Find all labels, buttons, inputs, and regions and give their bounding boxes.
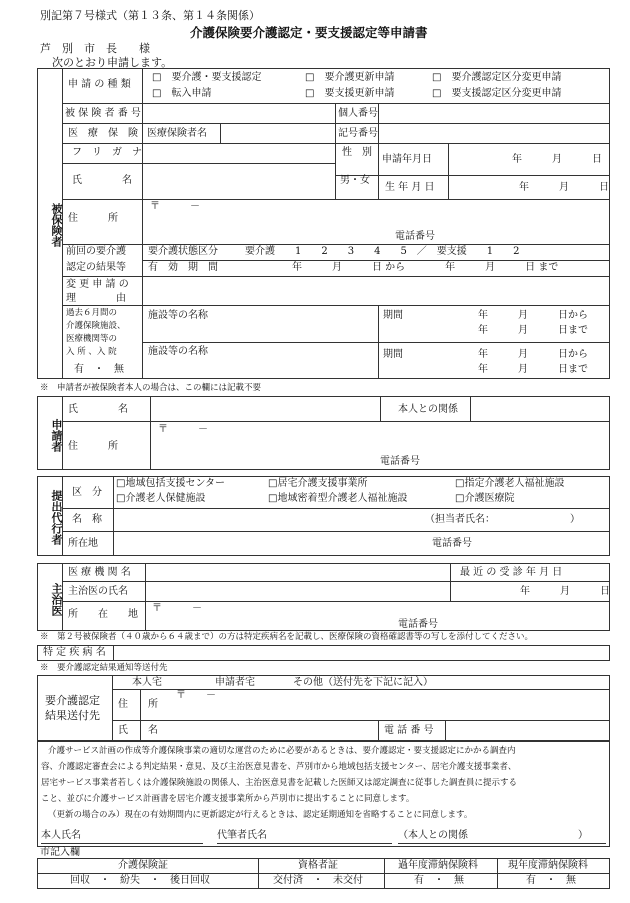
option-care-renewal[interactable]: □ 要介護更新申請 xyxy=(305,72,395,83)
agent-option-4[interactable]: □介護老人保健施設 xyxy=(116,493,206,504)
period-label-2: 期間 xyxy=(383,349,403,360)
disease-row xyxy=(37,645,610,661)
sex-label: 性 別 xyxy=(342,147,372,158)
signature-proxy-label: 代筆者氏名 xyxy=(217,830,267,841)
personal-number-label: 個人番号 xyxy=(338,108,378,119)
application-date-value[interactable]: 年 月 日 xyxy=(512,154,602,165)
consent-line-4: こと、並びに介護サービス計画書を居宅介護支援事業所から芦別市に提出することに同意します。 xyxy=(41,794,415,804)
destination-label-1: 要介護認定 xyxy=(45,694,100,707)
applicant-address-label: 住 所 xyxy=(68,441,118,452)
signature-relation[interactable]: （本人との関係 ） xyxy=(398,830,588,841)
consent-line-3: 居宅サービス事業者若しくは介護保険施設の関係人、主治医意見書を記載した医師又は認定調査に従事した調査員に提示する xyxy=(41,778,518,788)
application-date-label: 申請年月日 xyxy=(382,154,432,165)
past-arrears-status[interactable]: 有 ・ 無 xyxy=(414,875,464,886)
agent-option-2[interactable]: □居宅介護支援事業所 xyxy=(268,478,368,489)
form-number: 別記第７号様式（第１３条、第１４条関係） xyxy=(40,9,260,22)
applicant-name-label: 氏 名 xyxy=(68,404,128,415)
medical-insurance-label: 医 療 保 険 xyxy=(68,128,138,139)
addressee: 芦 別 市 長 様 xyxy=(40,42,150,55)
sex-value[interactable]: 男・女 xyxy=(340,175,370,186)
destination-postal-mark: 〒 － xyxy=(176,690,216,701)
page-title: 介護保険要介護認定・要支援認定等申請書 xyxy=(190,25,428,40)
symbol-number-label: 記号番号 xyxy=(338,128,378,139)
destination-option-other[interactable]: その他（送付先を下記に記入） xyxy=(293,677,433,688)
recent-visit-label: 最 近 の 受 診 年 月 日 xyxy=(460,567,563,578)
applicant-postal-mark: 〒 － xyxy=(158,424,208,435)
insurance-card-status[interactable]: 回収 ・ 紛失 ・ 後日回収 xyxy=(70,875,210,886)
option-transfer[interactable]: □ 転入申請 xyxy=(152,88,212,99)
agent-option-6[interactable]: □介護医療院 xyxy=(455,493,515,504)
insurance-card-header: 介護保険証 xyxy=(118,860,168,871)
applicant-side-label: 申請者 xyxy=(50,418,63,452)
previous-result-label-2: 認定の結果等 xyxy=(66,262,126,273)
agent-location-label: 所在地 xyxy=(68,538,98,549)
past-arrears-header: 過年度滞納保険料 xyxy=(398,860,478,871)
destination-label-2: 結果送付先 xyxy=(45,709,100,722)
period-label-1: 期間 xyxy=(383,310,403,321)
birth-date-label: 生 年 月 日 xyxy=(385,182,435,193)
doctor-name-label: 主治医の氏名 xyxy=(68,586,128,597)
past-stay-label-4: 入 所 、入 院 xyxy=(66,347,117,357)
category-label: 区 分 xyxy=(72,487,102,498)
eligibility-card-header: 資格者証 xyxy=(298,860,338,871)
birth-date-value[interactable]: 年 月 日 xyxy=(519,182,609,193)
agent-option-3[interactable]: □指定介護老人福祉施設 xyxy=(455,478,565,489)
previous-result-label-1: 前回の要介護 xyxy=(66,246,126,257)
change-reason-label-2: 理 由 xyxy=(66,293,126,304)
past-stay-label-1: 過去６月間の xyxy=(66,308,118,318)
care-status-label: 要介護状態区分 xyxy=(148,246,218,257)
signature-self-label: 本人氏名 xyxy=(41,830,81,841)
relation-label: 本人との関係 xyxy=(398,404,458,415)
insured-side-label: 被保険者 xyxy=(50,203,63,247)
period-from-2[interactable]: 年 月 日から xyxy=(478,349,588,360)
past-stay-label-2: 介護保険施設、 xyxy=(66,321,126,331)
recent-visit-value[interactable]: 年 月 日 xyxy=(520,586,610,597)
doctor-location-label: 所 在 地 xyxy=(68,609,138,620)
period-to-2[interactable]: 年 月 日まで xyxy=(478,364,588,375)
insurer-name-label: 医療保険者名 xyxy=(147,128,207,139)
past-stay-yes-no[interactable]: 有 ・ 無 xyxy=(74,364,124,375)
note-applicant: ※ 申請者が被保険者本人の場合は、この欄には記載不要 xyxy=(40,383,262,393)
option-new-certification[interactable]: □ 要介護・要支援認定 xyxy=(152,72,262,83)
doctor-phone-label: 電話番号 xyxy=(398,619,438,630)
destination-option-applicant[interactable]: 申請者宅 xyxy=(215,677,255,688)
period-to-1[interactable]: 年 月 日まで xyxy=(478,325,588,336)
eligibility-card-status[interactable]: 交付済 ・ 未交付 xyxy=(273,875,363,886)
destination-option-home[interactable]: 本人宅 xyxy=(132,677,162,688)
agent-option-5[interactable]: □地域密着型介護老人福祉施設 xyxy=(268,493,408,504)
care-status-value[interactable]: 要介護 1 2 3 4 5 ／ 要支援 1 2 xyxy=(245,246,520,257)
consent-line-5: （更新の場合のみ）現在の有効期間内に更新認定が行えるときは、認定延期通知を省略することに同意します。 xyxy=(48,810,473,820)
note-result-destination: ※ 要介護認定結果通知等送付先 xyxy=(40,663,168,673)
period-from-1[interactable]: 年 月 日から xyxy=(478,310,588,321)
facility-name-label-2: 施設等の名称 xyxy=(148,346,208,357)
doctor-side-label: 主治医 xyxy=(50,582,63,616)
name-label: 氏 名 xyxy=(72,175,132,186)
disease-label: 特 定 疾 病 名 xyxy=(43,647,106,658)
postal-mark: 〒 － xyxy=(150,201,200,212)
agent-side-label: 提出代行者 xyxy=(50,489,63,545)
current-arrears-header: 現年度滞納保険料 xyxy=(508,860,588,871)
doctor-postal-mark: 〒 － xyxy=(152,603,202,614)
agent-phone-label: 電話番号 xyxy=(432,538,472,549)
destination-address-label: 住 所 xyxy=(118,699,158,710)
agent-option-1[interactable]: □地域包括支援センター xyxy=(116,478,226,489)
city-use-label: 市記入欄 xyxy=(40,847,80,858)
valid-period-value[interactable]: 年 月 日 から 年 月 日 まで xyxy=(292,262,559,273)
facility-name-label-1: 施設等の名称 xyxy=(148,310,208,321)
note-second-insured: ※ 第２号被保険者（４０歳から６４歳まで）の方は特定疾病名を記載し、医療保険の資格確認書等の写しを添付してください。 xyxy=(40,632,534,642)
insured-number-label: 被 保 険 者 番 号 xyxy=(65,108,141,119)
agent-name-label: 名 称 xyxy=(72,514,102,525)
option-care-change[interactable]: □ 要介護認定区分変更申請 xyxy=(432,72,562,83)
option-support-change[interactable]: □ 要支援認定区分変更申請 xyxy=(432,88,562,99)
intro-text: 次のとおり申請します。 xyxy=(52,56,173,69)
application-type-label: 申 請 の 種 類 xyxy=(68,79,131,90)
furigana-label: フ リ ガ ナ xyxy=(72,147,142,158)
contact-person[interactable]: （担当者氏名： ） xyxy=(425,514,580,525)
past-stay-label-3: 医療機関等の xyxy=(66,334,118,344)
valid-period-label: 有 効 期 間 xyxy=(148,262,218,273)
phone-label: 電話番号 xyxy=(395,231,435,242)
medical-institution-label: 医 療 機 関 名 xyxy=(68,567,131,578)
applicant-phone-label: 電話番号 xyxy=(380,456,420,467)
change-reason-label-1: 変 更 申 請 の xyxy=(66,279,129,290)
destination-phone-label: 電 話 番 号 xyxy=(384,725,434,736)
consent-line-1: 介護サービス計画の作成等介護保険事業の適切な運営のために必要があるときは、要介護認定・要支援認定にかかる調査内 xyxy=(48,746,516,756)
current-arrears-status[interactable]: 有 ・ 無 xyxy=(526,875,576,886)
consent-line-2: 容、介護認定審査会による判定結果・意見、及び主治医意見書を、芦別市から地域包括支援センター、居宅介護支援事業者、 xyxy=(41,762,517,772)
address-label: 住 所 xyxy=(68,213,118,224)
destination-name-label: 氏 名 xyxy=(118,725,158,736)
option-support-renewal[interactable]: □ 要支援更新申請 xyxy=(305,88,395,99)
